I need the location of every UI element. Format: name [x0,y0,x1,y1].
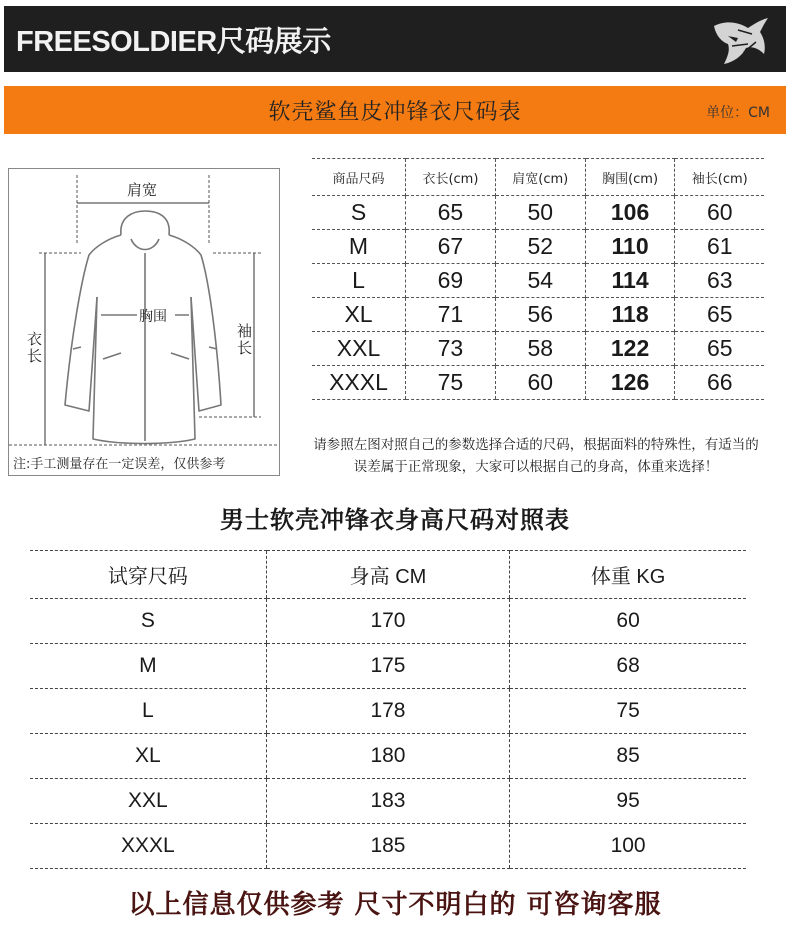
cell-sleeve: 61 [675,230,764,264]
table-row [30,644,746,689]
header-chest: 胸围(cm) [585,159,675,196]
table-row [312,264,764,298]
table-row [30,689,746,734]
unit-label: 单位：CM [706,105,770,121]
cell-sleeve: 60 [675,196,764,230]
cell-size: XXXL [30,824,266,869]
cell-weight: 85 [510,734,746,779]
header-size: 商品尺码 [312,159,406,196]
table-row [312,196,764,230]
length-label: 衣长 [27,330,43,365]
cell-shoulder: 50 [495,196,585,230]
cell-shoulder: 52 [495,230,585,264]
brand-title [16,19,331,60]
table-row [30,599,746,644]
header-trial-size: 试穿尺码 [30,551,266,599]
cell-size: S [30,599,266,644]
sleeve-label: 袖长 [237,322,253,357]
table-row [30,779,746,824]
header-weight: 体重 KG [510,551,746,599]
header-length: 衣长(cm) [406,159,496,196]
cell-sleeve: 66 [675,366,764,400]
footer-contact-note: 以上信息仅供参考 尺寸不明白的 可咨询客服 [128,890,662,920]
cell-shoulder: 54 [495,264,585,298]
cell-length: 65 [406,196,496,230]
table-row [30,824,746,869]
cell-weight: 95 [510,779,746,824]
cell-size: XXL [30,779,266,824]
brand-subtitle: 尺码展示 [216,25,331,58]
cell-length: 73 [406,332,496,366]
cell-size: XL [312,298,406,332]
size-chart-title: 软壳鲨鱼皮冲锋衣尺码表 [268,99,522,125]
cell-weight: 75 [510,689,746,734]
cell-size: L [30,689,266,734]
cell-length: 69 [406,264,496,298]
cell-chest: 122 [585,332,675,366]
cell-sleeve: 65 [675,298,764,332]
cell-size: L [312,264,406,298]
notice-line-2: 误差属于正常现象，大家可以根据自己的身高，体重来选择！ [353,459,719,475]
cell-height: 178 [266,689,509,734]
cell-chest: 118 [585,298,675,332]
cell-height: 183 [266,779,509,824]
cell-height: 180 [266,734,509,779]
cell-shoulder: 58 [495,332,585,366]
table-row [30,734,746,779]
jacket-diagram [8,168,280,476]
header-height: 身高 CM [266,551,509,599]
cell-size: M [30,644,266,689]
size-notice [286,434,786,478]
table-row [312,366,764,400]
cell-weight: 60 [510,599,746,644]
brand-banner [4,6,786,72]
size-table [312,158,764,400]
chest-label: 胸围 [139,309,167,325]
hw-table-header [30,551,746,599]
cell-height: 170 [266,599,509,644]
header-sleeve: 袖长(cm) [675,159,764,196]
cell-weight: 68 [510,644,746,689]
brand-name: FREESOLDIER [16,25,217,58]
cell-length: 67 [406,230,496,264]
cell-shoulder: 60 [495,366,585,400]
cell-size: XXXL [312,366,406,400]
shark-logo-icon [708,12,772,68]
cell-sleeve: 63 [675,264,764,298]
cell-height: 175 [266,644,509,689]
table-row [312,298,764,332]
cell-sleeve: 65 [675,332,764,366]
table-row [312,332,764,366]
cell-chest: 114 [585,264,675,298]
cell-size: S [312,196,406,230]
height-weight-table [30,550,746,869]
cell-size: XXL [312,332,406,366]
cell-size: XL [30,734,266,779]
cell-shoulder: 56 [495,298,585,332]
cell-chest: 110 [585,230,675,264]
cell-length: 71 [406,298,496,332]
shoulder-width-label: 肩宽 [127,181,158,199]
header-shoulder: 肩宽(cm) [495,159,585,196]
notice-line-1: 请参照左图对照自己的参数选择合适的尺码，根据面料的特殊性，有适当的 [313,437,759,453]
measurement-note: 注:手工测量存在一定误差，仅供参考 [13,457,226,472]
cell-chest: 106 [585,196,675,230]
cell-chest: 126 [585,366,675,400]
size-table-header [312,159,764,196]
cell-size: M [312,230,406,264]
size-chart-banner [4,86,786,134]
table-row [312,230,764,264]
cell-weight: 100 [510,824,746,869]
height-reference-title: 男士软壳冲锋衣身高尺码对照表 [220,506,570,534]
cell-length: 75 [406,366,496,400]
cell-height: 185 [266,824,509,869]
